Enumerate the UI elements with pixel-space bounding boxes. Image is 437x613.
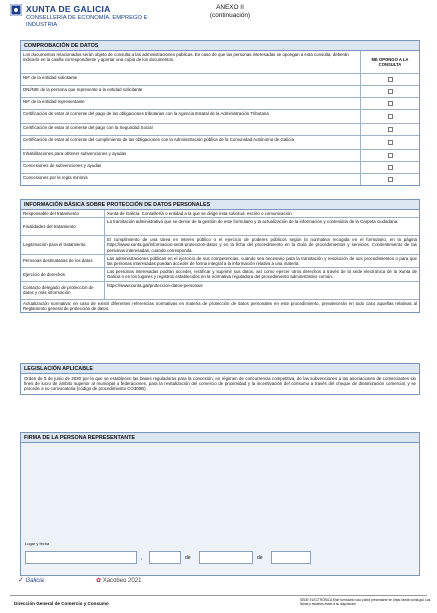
comprobacion-datos-section <box>20 40 420 186</box>
row-label: Personas destinatarias de los datos <box>21 255 105 267</box>
legislacion-section <box>20 363 420 395</box>
galicia-logo-text: Galicia <box>25 578 44 584</box>
oppose-checkbox[interactable] <box>388 101 393 106</box>
row-value: La tramitación administrativa que se derive de la gestión de este formulario y la actualización de la información y contenidos de la Carpeta ciudadana. <box>107 219 399 225</box>
section-title: COMPROBACIÓN DE DATOS <box>21 41 419 51</box>
signature-area[interactable] <box>21 443 419 575</box>
oppose-checkbox[interactable] <box>388 77 393 82</box>
place-date-label: Lugar y fecha <box>25 541 50 546</box>
footer-direccion: Dirección General de Comercio y Consumo <box>14 601 109 606</box>
row-value: https://www.xunta.gal/proteccion-datos-personais <box>107 282 203 288</box>
table-row <box>21 150 419 162</box>
org-subtitle: CONSELLERÍA DE ECONOMÍA, EMPREGO E INDUSTRIA <box>26 15 148 28</box>
consult-item-label: Concesiones por la regla minimis <box>21 174 361 185</box>
row-label: Contacto delegado de protección de datos y más información <box>21 282 105 299</box>
row-value: Las administraciones públicas en el ejercicio de sus competencias, cuando sea necesario para la tramitación y resolución de sus procedimientos o para que las personas interesadas puedan acceder de forma integral a la información relativa a una materia. <box>107 255 417 267</box>
de-separator: de <box>185 555 191 561</box>
section-title: LEGISLACIÓN APLICABLE <box>21 364 419 374</box>
consult-item-label: Inhabilitaciones para obtener subvenciones y ayudas <box>21 150 361 161</box>
consult-item-label: Certificación de estar al corriente del pago de las obligaciones tributarias con la Agencia Estatal de la Administración Tributaria <box>21 110 361 123</box>
de-separator: de <box>257 555 263 561</box>
oppose-checkbox[interactable] <box>388 89 393 94</box>
table-row <box>21 282 419 300</box>
galicia-logo <box>18 576 44 584</box>
annex-continuation: (continuación) <box>209 12 251 19</box>
table-row <box>21 218 419 236</box>
consult-item-label: DNI/NIE de la persona que represente a la entidad solicitante <box>21 86 361 97</box>
row-label: Ejercicio de derechos <box>21 268 105 280</box>
row-label: Responsable del tratamiento <box>21 210 105 217</box>
oppose-checkbox[interactable] <box>388 127 393 132</box>
oppose-column-header: ME OPONGO A LA CONSULTA <box>371 57 409 67</box>
table-row <box>21 268 419 281</box>
annex-title <box>195 4 265 20</box>
proteccion-datos-section <box>20 199 420 313</box>
legislation-text: Orden de 5 de junio de 2020 por la que se establecen las bases reguladoras para la concesión, en régimen de concurrencia competitiva, de las subvenciones a las asociaciones de comerciantes sin fines de lucro de ámbito superior al municipal o federaciones, para la revitalización del comercio de proximidad y la incentivación del consumo a través del cheque de dinamización comercial, y se procede a su convocatoria (código de procedimiento CO300B). <box>24 376 416 392</box>
table-row <box>21 74 419 86</box>
comma-separator: , <box>141 555 143 561</box>
xacobeo-logo <box>96 577 141 584</box>
regulatory-note: Actualización normativa: en caso de existir diferentes referencias normativas en materia de protección de datos personales en este procedimiento, prevalecerán en todo caso aquellas relativas al Reglamento general de protección de datos. <box>23 300 417 311</box>
org-name: XUNTA DE GALICIA <box>26 4 111 14</box>
table-row <box>21 124 419 136</box>
row-label: Legitimación para el tratamiento <box>21 236 105 254</box>
footer-sede-note: SEDE ELECTRÓNICA Este formulario solo podrá presentarse en https://sede.xunta.gal. Las fichas y modelos están a su disposición <box>300 598 431 606</box>
xacobeo-logo-text: Xacobeo 2021 <box>102 578 142 584</box>
footer-divider <box>10 595 427 596</box>
oppose-checkbox[interactable] <box>388 165 393 170</box>
table-row <box>21 98 419 110</box>
consult-item-label: Concesiones de subvenciones y ayudas <box>21 162 361 173</box>
consult-item-label: NIF de la entidad solicitante <box>21 74 361 85</box>
table-row <box>21 110 419 124</box>
table-row <box>21 236 419 255</box>
row-value: Xunta de Galicia. Consellería o entidad a la que se dirige esta solicitud, escrito o comunicación. <box>107 211 293 216</box>
table-row <box>21 136 419 150</box>
xunta-logo-icon <box>10 4 22 16</box>
consult-item-label: Certificación de estar al corriente del pago con la Seguridad Social <box>21 124 361 135</box>
page-header <box>10 4 430 38</box>
consult-item-label: NIF de la entidad representante <box>21 98 361 109</box>
row-value: Las personas interesadas podrán acceder, rectificar y suprimir sus datos, así como ejercer otros derechos a través de la sede electrónica de la Xunta de Galicia o en los lugares y registros establecidos en la normativa reguladora del procedimiento administrativo común. <box>107 269 417 280</box>
consultation-intro: Los documentos relacionados serán objeto de consulta a las administraciones públicas. En caso de que las personas interesadas se opongan a esta consulta, deberán indicarlo en la casilla correspondiente y aportar una copia de los documentos. <box>21 51 361 73</box>
oppose-checkbox[interactable] <box>388 153 393 158</box>
xacobeo-mark-icon: ✿ <box>96 578 102 584</box>
section-title: INFORMACIÓN BÁSICA SOBRE PROTECCIÓN DE DATOS PERSONALES <box>21 200 419 210</box>
year-field[interactable] <box>271 551 311 564</box>
table-row <box>21 255 419 268</box>
oppose-checkbox[interactable] <box>388 114 393 119</box>
oppose-checkbox[interactable] <box>388 177 393 182</box>
table-row <box>21 51 419 74</box>
table-row <box>21 210 419 218</box>
galicia-mark-icon: ✓ <box>18 577 24 584</box>
month-field[interactable] <box>199 551 253 564</box>
table-row <box>21 162 419 174</box>
day-field[interactable] <box>149 551 181 564</box>
firma-section <box>20 432 420 576</box>
row-label: Finalidades del tratamiento <box>21 218 105 235</box>
row-value: El cumplimiento de una tarea en interés público o el ejercicio de poderes públicos según la normativa recogida en el formulario, en la página https://www.xunta.gal/informacion-xeral-proteccion-datos y en la ficha del procedimiento en la Guía de procedimientos y servicios. Consentimiento de las personas interesadas, cuando corresponda. <box>107 237 417 253</box>
table-row <box>21 174 419 185</box>
oppose-checkbox[interactable] <box>388 140 393 145</box>
place-field[interactable] <box>25 551 137 564</box>
annex-label: ANEXO II <box>216 4 244 11</box>
consult-item-label: Certificación de estar al corriente del cumplimiento de las obligaciones con la Administración pública de la Comunidad Autónoma de Galicia <box>21 136 361 149</box>
section-title: FIRMA DE LA PERSONA REPRESENTANTE <box>21 433 419 443</box>
table-row <box>21 86 419 98</box>
